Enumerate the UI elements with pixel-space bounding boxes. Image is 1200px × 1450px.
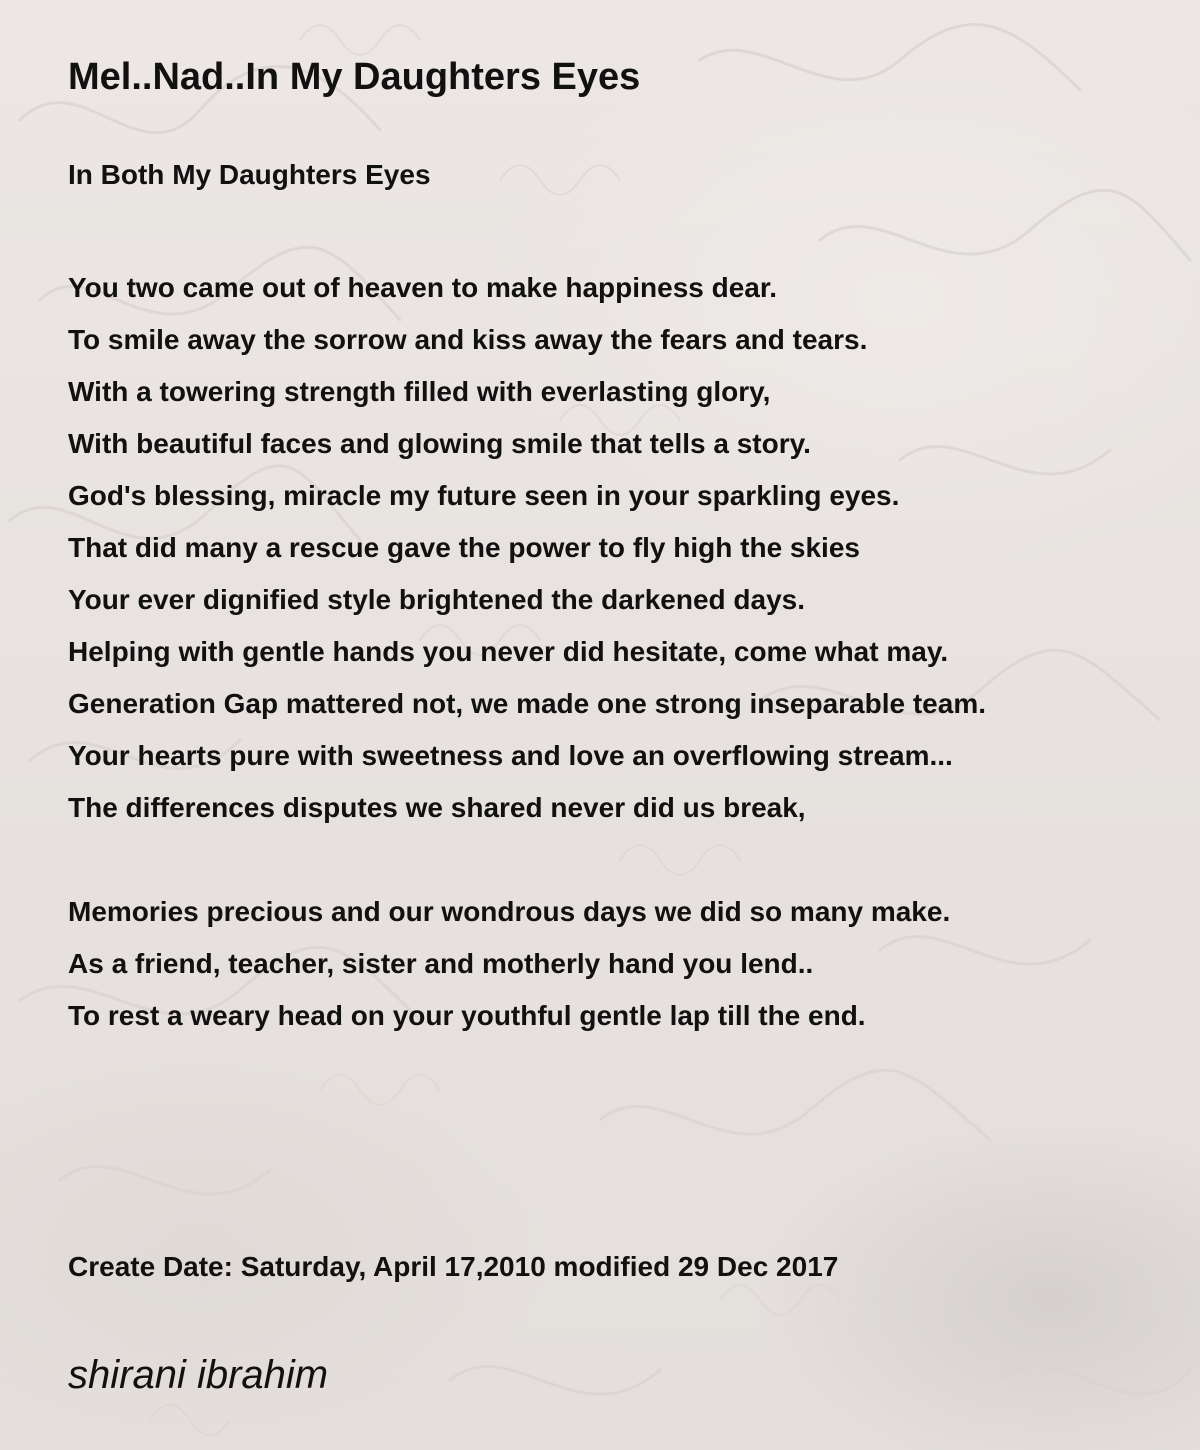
poem-line: With beautiful faces and glowing smile that tells a story. [68,428,811,459]
poem-title: Mel..Nad..In My Daughters Eyes [68,56,641,98]
poem-line: That did many a rescue gave the power to fly high the skies [68,532,860,563]
poem-line: God's blessing, miracle my future seen in your sparkling eyes. [68,480,900,511]
poem-line: To smile away the sorrow and kiss away the fears and tears. [68,324,868,355]
poem-subtitle: In Both My Daughters Eyes [68,159,431,190]
poem-line: To rest a weary head on your youthful gentle lap till the end. [68,1000,866,1031]
poem-line: Your ever dignified style brightened the darkened days. [68,584,805,615]
author-name: shirani ibrahim [68,1353,329,1397]
poem-line: Generation Gap mattered not, we made one strong inseparable team. [68,688,986,719]
poem-line: As a friend, teacher, sister and motherly hand you lend.. [68,948,814,979]
create-date: Create Date: Saturday, April 17,2010 modified 29 Dec 2017 [68,1251,839,1282]
poem-stanza [68,262,986,834]
poem-line: Your hearts pure with sweetness and love an overflowing stream... [68,740,953,771]
poem-line: The differences disputes we shared never did us break, [68,792,806,823]
poem-line: With a towering strength filled with everlasting glory, [68,376,771,407]
poem-line: Helping with gentle hands you never did hesitate, come what may. [68,636,949,667]
poem-stanza [68,886,950,1042]
poem-line: Memories precious and our wondrous days we did so many make. [68,896,951,927]
poem-line: You two came out of heaven to make happiness dear. [68,272,777,303]
